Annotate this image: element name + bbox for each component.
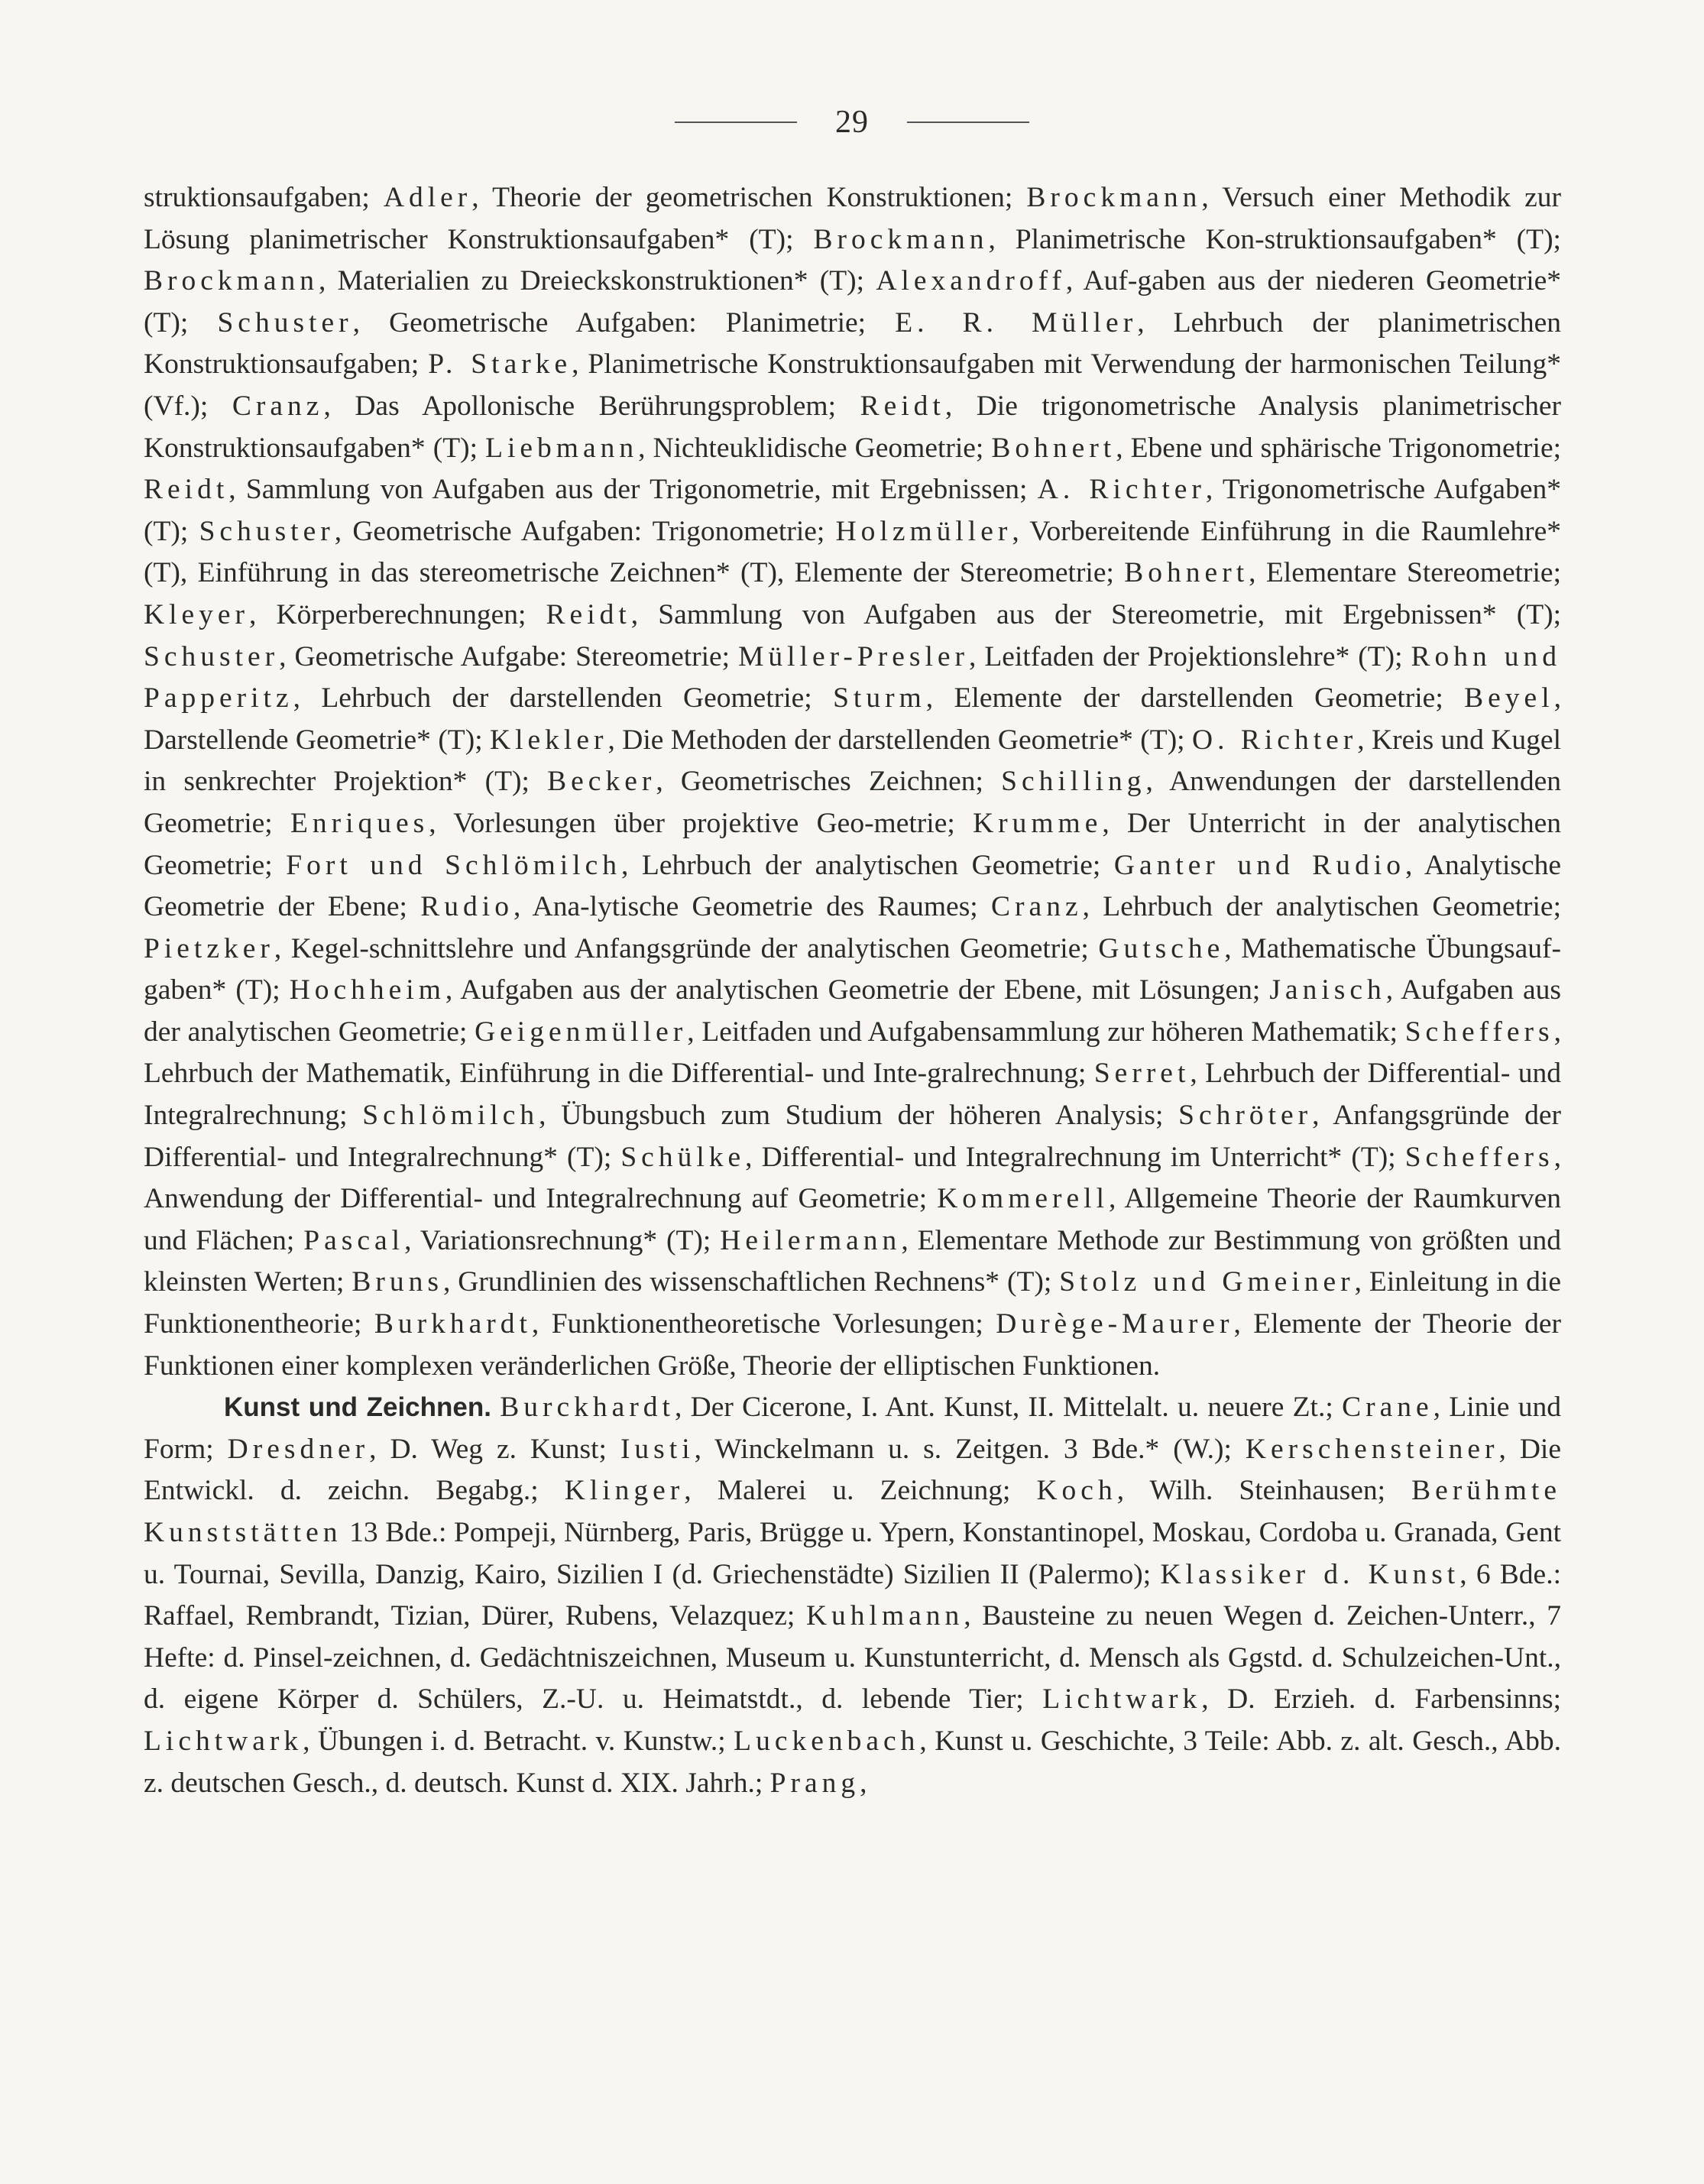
text-run: , Ebene und sphärische Trigonometrie; [1116, 432, 1562, 464]
author-name: A. Richter [1037, 474, 1206, 506]
text-run: , Analytische Geometrie der Ebene; [144, 849, 1561, 923]
text-run: , Vorlesungen über projektive Geo-metrie; [429, 807, 973, 839]
text-run: , Versuch einer Methodik zur Lösung planimetrischer Konstruktionsaufgaben* (T); [144, 182, 1561, 255]
text-run: , Die Entwickl. d. zeichn. Begabg.; [144, 1433, 1561, 1507]
text-run: , Planimetrische Kon-struktionsaufgaben* (T); [988, 223, 1561, 255]
author-name: Rudio [420, 891, 513, 923]
author-name: Schlömilch [362, 1100, 539, 1132]
author-name: Ganter und Rudio [1113, 849, 1405, 881]
text-run: , Geometrische Aufgaben: Planimetrie; [352, 306, 896, 339]
text-run: , Die trigonometrische Analysis planimetrischer Konstruktionsaufgaben* (T); [144, 390, 1562, 464]
text-run: , Elemente der darstellenden Geometrie; [925, 682, 1465, 714]
author-name: Reidt [860, 390, 945, 422]
author-name: Koch [1036, 1475, 1117, 1507]
text-run: , D. Erzieh. d. Farbensinns; [1201, 1683, 1561, 1716]
author-name: O. Richter [1192, 724, 1358, 756]
text-run: , Bausteine zu neuen Wegen d. Zeichen-Unterr., 7 Hefte: d. Pinsel-zeichnen, d. Gedächtniszeichnen, Museum u. Kunstunterricht, d. Mensch als Ggstd. d. Schulzeichen-Unt., d. eigene Körper d. Schülers, Z.-U. u. Heimatstdt., d. lebende Tier; [144, 1600, 1561, 1716]
text-run: , Trigonometrische Aufgaben* (T); [144, 474, 1561, 547]
text-run: , Mathematische Übungsauf-gaben* (T); [144, 932, 1561, 1006]
author-name: Schuster [217, 306, 353, 339]
text-run: , Lehrbuch der darstellenden Geometrie; [293, 682, 834, 714]
text-run: struktionsaufgaben; [144, 182, 384, 213]
text-run: , Lehrbuch der planimetrischen Konstruktionsaufgaben; [144, 306, 1561, 381]
author-name: E. R. Müller [895, 306, 1138, 339]
author-name: Reidt [546, 598, 631, 630]
author-name: Brockmann [813, 223, 989, 255]
text-run: , Körperberechnungen; [249, 598, 546, 630]
author-name: Heilermann [720, 1224, 902, 1256]
text-run: , Aufgaben aus der analytischen Geometrie; [144, 974, 1561, 1048]
text-run: , Materialien zu Dreieckskonstruktionen* (T); [318, 265, 876, 297]
text-run: , Theorie der geometrischen Konstruktionen; [471, 182, 1027, 213]
author-name: Becker [547, 766, 656, 798]
text-run: , Anfangsgründe der Differential- und Integralrechnung* (T); [144, 1100, 1561, 1173]
author-name: Rohn und Papperitz [144, 640, 1561, 714]
author-name: Schilling [1001, 766, 1146, 798]
text-run: , Elemente der Theorie der Funktionen einer komplexen veränderlichen Größe, Theorie der elliptischen Funktionen. [144, 1308, 1561, 1382]
author-name: Pietzker [144, 932, 274, 964]
author-name: Holzmüller [835, 515, 1012, 547]
text-run: , Übungen i. d. Betracht. v. Kunstw.; [303, 1725, 734, 1757]
text-run: , Elementare Stereometrie; [1249, 557, 1561, 589]
author-name: Schröter [1178, 1100, 1313, 1132]
author-name: Bruns [351, 1266, 443, 1298]
text-run: , Lehrbuch der analytischen Geometrie; [620, 849, 1114, 881]
text-run: , Einleitung in die Funktionentheorie; [144, 1266, 1561, 1340]
text-run: , Grundlinien des wissenschaftlichen Rechnens* (T); [442, 1266, 1060, 1298]
section-heading: Kunst und Zeichnen. [224, 1392, 491, 1423]
author-name: Iusti [620, 1433, 695, 1465]
author-name: Burkhardt [374, 1308, 532, 1340]
author-name: Klinger [564, 1475, 685, 1507]
paragraph-art-and-drawing [144, 1387, 1561, 1804]
text-run: , Übungsbuch zum Studium der höheren Analysis; [539, 1100, 1179, 1132]
author-name: Klassiker d. Kunst [1160, 1558, 1460, 1590]
author-name: Schuster [144, 640, 280, 672]
text-run: , Lehrbuch der analytischen Geometrie; [1082, 891, 1561, 923]
text-run: , Der Cicerone, I. Ant. Kunst, II. Mittelalt. u. neuere Zt.; [674, 1392, 1343, 1424]
text-run: , Differential- und Integralrechnung im Unterricht* (T); [745, 1141, 1405, 1173]
text-run: , Darstellende Geometrie* (T); [144, 682, 1561, 756]
text-run: , Leitfaden der Projektionslehre* (T); [969, 640, 1411, 672]
text-run: , Geometrische Aufgabe: Stereometrie; [279, 640, 739, 672]
text-run: , Vorbereitende Einführung in die Raumlehre* (T), Einführung in das stereometrische Zeichnen* (T), Elemente der Stereometrie; [144, 515, 1561, 589]
text-run: , 6 Bde.: Raffael, Rembrandt, Tizian, Dürer, Rubens, Velazquez; [144, 1558, 1561, 1632]
text-run: , [860, 1767, 867, 1799]
author-name: Lichtwark [144, 1725, 303, 1757]
author-name: Prang [769, 1767, 860, 1799]
author-name: Janisch [1269, 974, 1386, 1006]
paragraph-mathematics-literature [144, 177, 1561, 1387]
header-rule-left [675, 122, 797, 123]
author-name: Alexandroff [876, 265, 1066, 297]
author-name: Cranz [991, 891, 1083, 923]
text-run: , Winckelmann u. s. Zeitgen. 3 Bde.* (W.); [694, 1433, 1246, 1465]
text-run: 13 Bde.: Pompeji, Nürnberg, Paris, Brügge u. Ypern, Konstantinopel, Moskau, Cordoba u. Granada, Gent u. Tournai, Sevilla, Danzig, Kairo, Sizilien I (d. Griechenstädte) Sizilien II (Palermo); [144, 1517, 1561, 1590]
text-run: , Lehrbuch der Differential- und Integralrechnung; [144, 1058, 1562, 1132]
author-name: Reidt [144, 474, 229, 506]
text-run: , Anwendung der Differential- und Integralrechnung auf Geometrie; [144, 1141, 1561, 1215]
author-name: Fort und Schlömilch [286, 849, 621, 881]
text-run: , Die Methoden der darstellenden Geometrie* (T); [607, 724, 1193, 756]
text-run: , Nichteuklidische Geometrie; [638, 432, 992, 464]
text-run: , Aufgaben aus der analytischen Geometrie der Ebene, mit Lösungen; [445, 974, 1270, 1006]
author-name: Klekler [490, 724, 608, 756]
header-rule-right [907, 122, 1029, 123]
author-name: Kleyer [144, 598, 250, 630]
text-run: , Allgemeine Theorie der Raumkurven und Flächen; [144, 1183, 1561, 1256]
author-name: Brockmann [1026, 182, 1202, 213]
author-name: Serret [1093, 1058, 1191, 1090]
text-run: , Planimetrische Konstruktionsaufgaben mit Verwendung der harmonischen Teilung* (Vf.); [144, 348, 1562, 422]
author-name: Kerschensteiner [1245, 1433, 1499, 1465]
author-name: Bohnert [1124, 557, 1249, 589]
text-run: , Auf-gaben aus der niederen Geometrie* (T); [144, 265, 1562, 339]
text-run: , Leitfaden und Aufgabensammlung zur höheren Mathematik; [687, 1016, 1405, 1048]
author-name: P. Starke [428, 348, 572, 381]
author-name: Durège-Maurer [996, 1308, 1234, 1340]
page-header [0, 92, 1704, 153]
text-run: , Kegel-schnittslehre und Anfangsgründe der analytischen Geometrie; [274, 932, 1099, 964]
author-name: Pascal [303, 1224, 405, 1256]
author-name: Scheffers [1404, 1141, 1554, 1173]
author-name: Crane [1342, 1392, 1433, 1424]
author-name: Brockmann [144, 265, 319, 297]
author-name: Berühmte Kunststätten [144, 1475, 1561, 1548]
author-name: Burckhardt [500, 1392, 675, 1424]
text-run: , Kunst u. Geschichte, 3 Teile: Abb. z. alt. Gesch., Abb. z. deutschen Gesch., d. deutsch. Kunst d. XIX. Jahrh.; [144, 1725, 1562, 1799]
author-name: Müller-Presler [738, 640, 969, 672]
body-text [144, 177, 1561, 1804]
text-run: , Funktionentheoretische Vorlesungen; [531, 1308, 996, 1340]
text-run: , Das Apollonische Berührungsproblem; [323, 390, 860, 422]
author-name: Schülke [620, 1141, 746, 1173]
text-run: , Kreis und Kugel in senkrechter Projektion* (T); [144, 724, 1561, 798]
text-run: , Lehrbuch der Mathematik, Einführung in die Differential- und Inte-gralrechnung; [144, 1016, 1561, 1090]
page-number: 29 [835, 105, 869, 140]
text-run: , Sammlung von Aufgaben aus der Stereometrie, mit Ergebnissen* (T); [630, 598, 1562, 630]
author-name: Luckenbach [734, 1725, 920, 1757]
author-name: Schuster [199, 515, 335, 547]
author-name: Gutsche [1098, 932, 1225, 964]
author-name: Kuhlmann [805, 1600, 964, 1632]
text-run: , Der Unterricht in der analytischen Geometrie; [144, 807, 1561, 881]
text-run: , Geometrisches Zeichnen; [656, 766, 1002, 798]
text-run: , Elementare Methode zur Bestimmung von größten und kleinsten Werten; [144, 1224, 1561, 1298]
author-name: Liebmann [485, 432, 639, 464]
author-name: Stolz und Gmeiner [1059, 1266, 1355, 1298]
author-name: Enriques [290, 807, 429, 839]
text-run: , Wilh. Steinhausen; [1116, 1475, 1412, 1507]
author-name: Sturm [833, 682, 926, 714]
author-name: Kommerell [937, 1183, 1110, 1215]
author-name: Bohnert [991, 432, 1116, 464]
author-name: Dresdner [227, 1433, 370, 1465]
text-run: , Malerei u. Zeichnung; [684, 1475, 1037, 1507]
text-run: , Sammlung von Aufgaben aus der Trigonometrie, mit Ergebnissen; [228, 474, 1038, 506]
text-run: , D. Weg z. Kunst; [369, 1433, 620, 1465]
author-name: Krumme [973, 807, 1103, 839]
author-name: Scheffers [1404, 1016, 1554, 1048]
author-name: Adler [383, 182, 472, 213]
text-run: , Ana-lytische Geometrie des Raumes; [513, 891, 992, 923]
text-run: , Variationsrechnung* (T); [404, 1224, 721, 1256]
text-run: , Linie und Form; [144, 1392, 1561, 1465]
author-name: Geigenmüller [475, 1016, 688, 1048]
author-name: Beyel [1464, 682, 1554, 714]
text-run: , Anwendungen der darstellenden Geometrie; [144, 766, 1561, 839]
author-name: Hochheim [289, 974, 445, 1006]
author-name: Lichtwark [1042, 1683, 1202, 1716]
author-name: Cranz [232, 390, 324, 422]
text-run: , Geometrische Aufgaben: Trigonometrie; [334, 515, 836, 547]
